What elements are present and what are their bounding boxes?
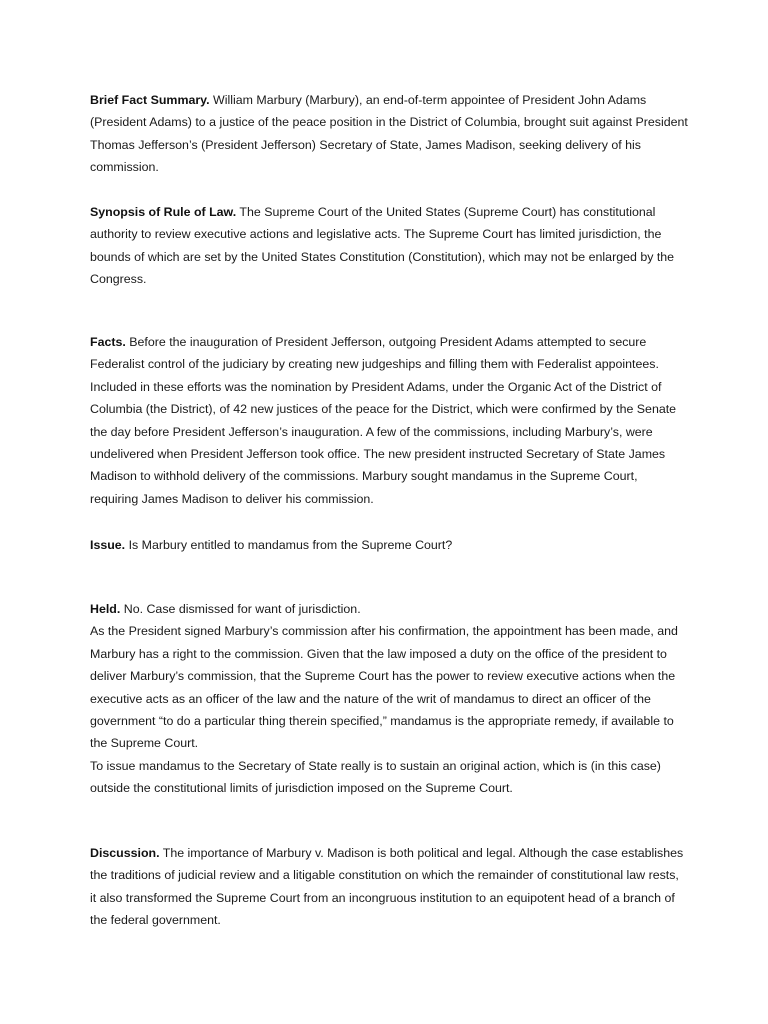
held-text: No. Case dismissed for want of jurisdiction.: [123, 602, 361, 616]
held-section: [90, 598, 688, 800]
facts-paragraph: [90, 331, 688, 510]
brief-fact-summary-heading: Brief Fact Summary.: [90, 93, 210, 107]
issue-heading: Issue.: [90, 538, 126, 552]
issue-paragraph: [90, 534, 688, 556]
discussion-section: [90, 842, 688, 932]
synopsis-heading: Synopsis of Rule of Law.: [90, 205, 237, 219]
synopsis-paragraph: [90, 201, 688, 291]
synopsis-section: [90, 201, 688, 291]
facts-section: [90, 331, 688, 510]
issue-section: [90, 534, 688, 556]
held-paragraph: [90, 598, 688, 620]
held-conclusion-paragraph: To issue mandamus to the Secretary of State really is to sustain an original action, which is (in this case) outside the constitutional limits of jurisdiction imposed on the Supreme Court.: [90, 758, 661, 796]
held-reasoning-paragraph: As the President signed Marbury’s commission after his confirmation, the appointment has been made, and Marbury has a right to the commission. Given that the law imposed a duty on the office of the president to deliver Marbury’s commission, that the Supreme Court has the power to review executive actions when the executive acts as an officer of the law and the nature of the writ of mandamus to direct an officer of the government “to do a particular thing therein specified,” mandamus is the appropriate remedy, if available to the Supreme Court.: [90, 624, 678, 751]
discussion-text: The importance of Marbury v. Madison is both political and legal. Although the case establishes the traditions of judicial review and a litigable constitution on which the remainder of constitutional law rests, it also transformed the Supreme Court from an incongruous institution to an equipotent head of a branch of the federal government.: [90, 846, 684, 928]
brief-fact-summary-section: [90, 89, 688, 179]
discussion-heading: Discussion.: [90, 846, 160, 860]
synopsis-text: The Supreme Court of the United States (Supreme Court) has constitutional authority to review executive actions and legislative acts. The Supreme Court has limited jurisdiction, the bounds of which are set by the United States Constitution (Constitution), which may not be enlarged by the Congress.: [90, 205, 675, 287]
facts-text: Before the inauguration of President Jefferson, outgoing President Adams attempted to secure Federalist control of the judiciary by creating new judgeships and filling them with Federalist appointees. Included in these efforts was the nomination by President Adams, under the Organic Act of the District of Columbia (the District), of 42 new justices of the peace for the District, which were confirmed by the Senate the day before President Jefferson’s inauguration. A few of the commissions, including Marbury’s, were undelivered when President Jefferson took office. The new president instructed Secretary of State James Madison to withhold delivery of the commissions. Marbury sought mandamus in the Supreme Court, requiring James Madison to deliver his commission.: [90, 335, 677, 506]
held-heading: Held.: [90, 602, 121, 616]
brief-fact-summary-paragraph: [90, 89, 688, 179]
facts-heading: Facts.: [90, 335, 126, 349]
issue-text: Is Marbury entitled to mandamus from the Supreme Court?: [128, 538, 453, 552]
brief-fact-summary-text: William Marbury (Marbury), an end-of-term appointee of President John Adams (President Adams) to a justice of the peace position in the District of Columbia, brought suit against President Thomas Jefferson’s (President Jefferson) Secretary of State, James Madison, seeking delivery of his commission.: [90, 93, 688, 175]
discussion-paragraph: [90, 842, 688, 932]
